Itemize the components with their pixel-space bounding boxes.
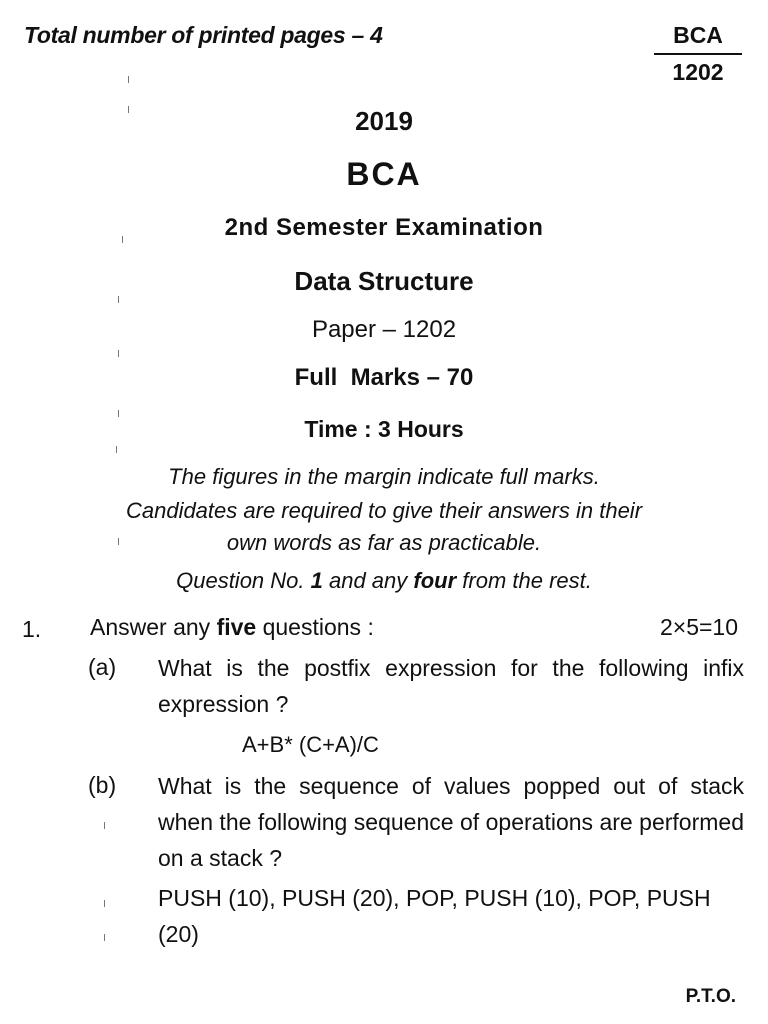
subquestion-a-text: What is the postfix expression for the following infix expression ? bbox=[158, 655, 744, 717]
instruction-choice-post: from the rest. bbox=[456, 568, 592, 593]
paper-code-course: BCA bbox=[654, 22, 742, 55]
full-marks: Full Marks – 70 bbox=[294, 364, 474, 391]
total-pages-note: Total number of printed pages – 4 bbox=[24, 22, 383, 48]
margin-tick bbox=[128, 106, 129, 113]
instruction-choice-count: four bbox=[413, 568, 457, 593]
instruction-choice-mid: and any bbox=[322, 568, 414, 593]
margin-tick bbox=[104, 900, 105, 907]
margin-tick bbox=[118, 350, 119, 357]
instruction-own-words-line2: own words as far as practicable. bbox=[226, 530, 542, 555]
instruction-question-choice bbox=[0, 568, 768, 594]
question-1-text-bold: five bbox=[216, 614, 257, 640]
margin-tick bbox=[118, 410, 119, 417]
instruction-choice-number: 1 bbox=[310, 568, 323, 593]
exam-time: Time : 3 Hours bbox=[304, 416, 464, 442]
instruction-margin-marks: The figures in the margin indicate full marks. bbox=[168, 464, 600, 489]
question-1-marks: 2×5=10 bbox=[659, 614, 738, 640]
subquestion-b-text: What is the sequence of values popped out of stack when the following sequence of operations are performed on a stack ? bbox=[158, 773, 744, 871]
semester-title: 2nd Semester Examination bbox=[224, 214, 544, 241]
infix-expression: A+B* (C+A)/C bbox=[242, 732, 379, 757]
subject-title: Data Structure bbox=[294, 266, 474, 296]
question-1-number: 1. bbox=[22, 616, 42, 642]
margin-tick bbox=[104, 822, 105, 829]
please-turn-over: P.T.O. bbox=[685, 986, 736, 1007]
question-1-text-post: questions : bbox=[256, 614, 374, 640]
subquestion-a-label: (a) bbox=[88, 654, 117, 680]
stack-operations: PUSH (10), PUSH (20), POP, PUSH (10), POP, PUSH (20) bbox=[158, 885, 711, 947]
margin-tick bbox=[118, 538, 119, 545]
course-title: BCA bbox=[346, 156, 422, 192]
margin-tick bbox=[104, 934, 105, 941]
margin-tick bbox=[116, 446, 117, 453]
instruction-own-words-line1: Candidates are required to give their answers in their bbox=[125, 498, 643, 523]
question-1-text-pre: Answer any bbox=[90, 614, 217, 640]
exam-year: 2019 bbox=[355, 106, 413, 136]
subquestion-b-label: (b) bbox=[88, 772, 117, 798]
paper-code-box bbox=[654, 22, 742, 86]
paper-number: Paper – 1202 bbox=[311, 316, 457, 343]
margin-tick bbox=[118, 296, 119, 303]
margin-tick bbox=[122, 236, 123, 243]
question-1-text bbox=[90, 614, 374, 641]
instruction-choice-pre: Question No. bbox=[176, 568, 311, 593]
paper-code-number: 1202 bbox=[672, 59, 724, 85]
margin-tick bbox=[128, 76, 129, 83]
